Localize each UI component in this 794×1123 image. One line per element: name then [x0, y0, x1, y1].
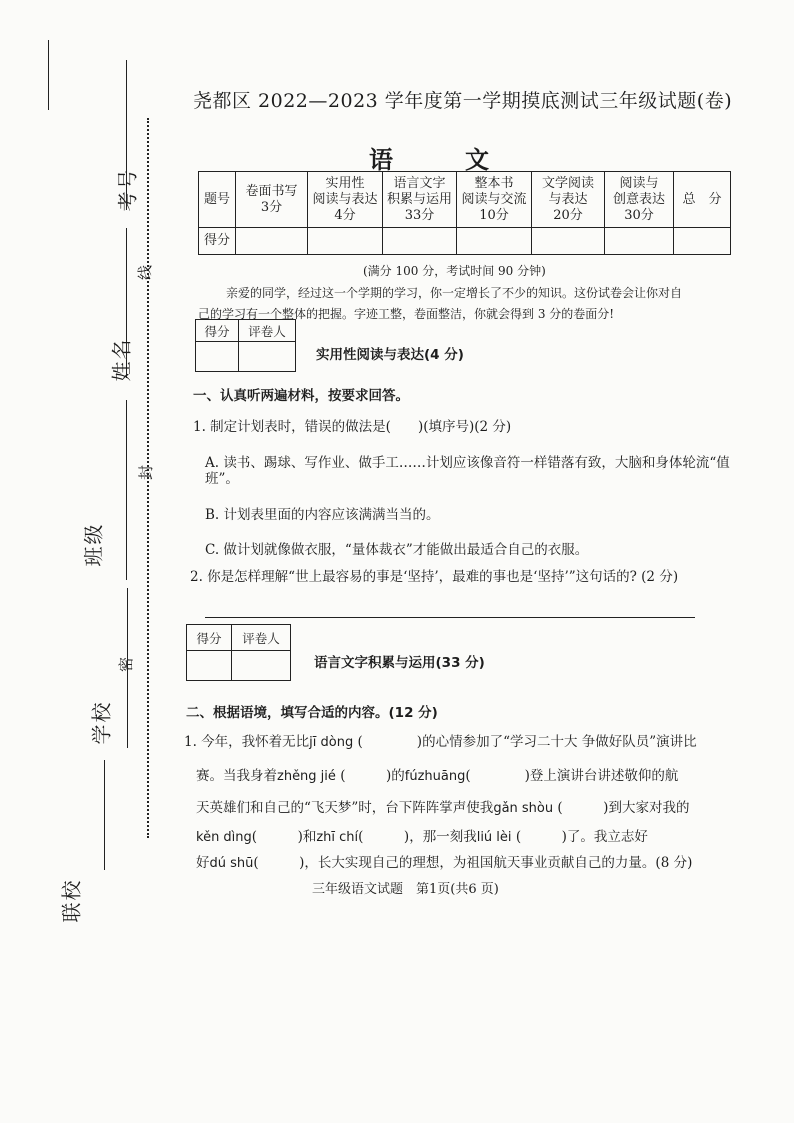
- blank-liulei[interactable]: ( ): [515, 829, 567, 845]
- grader-reviewer-label: 评卷人: [239, 320, 296, 342]
- question-1: 1. 制定计划表时，错误的做法是( )(填序号)(2 分): [193, 419, 512, 435]
- intro-line-2: 己的学习有一个整体的把握。字迹工整，卷面整洁，你就会得到 3 分的卷面分!: [198, 307, 615, 321]
- exam-info: (满分 100 分，考试时间 90 分钟): [363, 264, 546, 278]
- pinyin-liulei: liú lèi: [476, 830, 512, 845]
- pinyin-zhengjie: zhěng jié: [277, 769, 336, 784]
- fill-line-5: 好dú shū( )，长大实现自己的理想，为祖国航天事业贡献自己的力量。(8 分): [196, 855, 693, 871]
- blank-ganshou[interactable]: ( ): [557, 800, 609, 816]
- score-cell-whole-book: 整本书 阅读与交流 10分: [457, 172, 532, 228]
- fill-line-2: 赛。当我身着zhěng jié ( )的fúzhuāng( )登上演讲台讲述敬仰的航: [196, 768, 679, 784]
- score-input-cell[interactable]: [236, 228, 308, 255]
- seal-char-seal: 封: [137, 464, 156, 481]
- answer-line-q2[interactable]: [205, 617, 695, 618]
- score-input-cell[interactable]: [308, 228, 383, 255]
- pinyin-fuzhuang: fúzhuāng: [404, 769, 466, 784]
- score-table-score-row: [199, 228, 731, 255]
- score-cell-creative: 阅读与 创意表达 30分: [605, 172, 674, 228]
- intro-line-1: 亲爱的同学，经过这一个学期的学习，你一定增长了不少的知识。这份试卷会让你对自: [226, 286, 683, 300]
- pinyin-dushu: dú shū: [209, 856, 254, 871]
- grader-score-label: 得分: [187, 625, 232, 651]
- blank-kending[interactable]: ( ): [251, 829, 303, 845]
- fill-line-1: 1. 今年，我怀着无比jī dòng ( )的心情参加了“学习二十大 争做好队员”演讲比: [184, 734, 697, 750]
- seal-char-secret: 密: [117, 656, 136, 673]
- pinyin-zhichi: zhī chí: [316, 830, 359, 845]
- score-table-header-row: [199, 172, 731, 228]
- score-cell-question-no: 题号: [199, 172, 236, 228]
- section2-title: 语言文字积累与运用(33 分): [314, 655, 485, 671]
- seal-char-line: 线: [136, 264, 155, 281]
- score-cell-total: 总 分: [674, 172, 731, 228]
- score-cell-handwriting: 卷面书写 3分: [236, 172, 308, 228]
- score-cell-language: 语言文字 积累与运用 33分: [383, 172, 457, 228]
- grader-score-cell[interactable]: [196, 342, 239, 372]
- exam-title: 尧都区 2022—2023 学年度第一学期摸底测试三年级试题(卷): [193, 90, 733, 112]
- pinyin-jidong: jī dòng: [309, 735, 354, 750]
- option-c: C. 做计划就像做衣服，“量体裁衣”才能做出最适合自己的衣服。: [205, 542, 589, 558]
- name-label: 姓名: [109, 337, 134, 382]
- score-input-cell[interactable]: [674, 228, 731, 255]
- subject-title: 语文: [369, 145, 561, 174]
- score-input-cell[interactable]: [457, 228, 532, 255]
- question-2: 2. 你是怎样理解“世上最容易的事是‘坚持’，最难的事也是‘坚持’”这句话的? (2 分): [190, 569, 679, 585]
- margin-line-mid2: [126, 400, 127, 580]
- school-label: 学校: [89, 700, 114, 745]
- section1-part-heading: 一、认真听两遍材料，按要求回答。: [193, 388, 409, 404]
- score-cell-literature: 文学阅读 与表达 20分: [532, 172, 605, 228]
- score-input-cell[interactable]: [383, 228, 457, 255]
- fill-line-4: kěn dìng( )和zhī chí( )，那一刻我liú lèi ( )了。我立志好: [196, 829, 648, 845]
- exam-number-label: 考号: [115, 167, 140, 212]
- score-table: [198, 171, 731, 255]
- blank-jidong[interactable]: ( ): [357, 734, 423, 750]
- blank-zhengjie[interactable]: ( ): [340, 768, 392, 784]
- section2-part-heading: 二、根据语境，填写合适的内容。(12 分): [186, 705, 438, 721]
- class-label: 班级: [81, 522, 106, 567]
- grader-reviewer-cell[interactable]: [239, 342, 296, 372]
- option-a-line2: 班”。: [205, 471, 239, 487]
- score-row-label: 得分: [199, 228, 236, 255]
- grader-reviewer-cell[interactable]: [232, 651, 291, 681]
- blank-fuzhuang[interactable]: ( ): [465, 768, 530, 784]
- union-school-label: 联校: [59, 878, 84, 923]
- grader-score-label: 得分: [196, 320, 239, 342]
- option-a-line1: A. 读书、踢球、写作业、做手工……计划应该像音符一样错落有致，大脑和身体轮流“值: [205, 455, 730, 471]
- grader-box-1: [195, 319, 296, 372]
- grader-box-2: [186, 624, 291, 681]
- grader-score-cell[interactable]: [187, 651, 232, 681]
- pinyin-ganshou: gǎn shòu: [493, 801, 554, 816]
- page-footer: 三年级语文试题 第1页(共6 页): [312, 882, 499, 897]
- score-input-cell[interactable]: [605, 228, 674, 255]
- blank-zhichi[interactable]: ( ): [358, 829, 410, 845]
- blank-dushu[interactable]: ( ): [253, 855, 305, 871]
- pinyin-kending: kěn dìng: [196, 830, 252, 845]
- score-input-cell[interactable]: [532, 228, 605, 255]
- option-b: B. 计划表里面的内容应该满满当当的。: [205, 507, 440, 523]
- section1-title: 实用性阅读与表达(4 分): [316, 347, 464, 363]
- margin-line-top: [48, 40, 49, 110]
- score-cell-practical: 实用性 阅读与表达 4分: [308, 172, 383, 228]
- margin-line-bottom: [104, 760, 105, 870]
- grader-reviewer-label: 评卷人: [232, 625, 291, 651]
- fill-line-3: 天英雄们和自己的“飞天梦”时，台下阵阵掌声使我gǎn shòu ( )到大家对我的: [196, 800, 690, 816]
